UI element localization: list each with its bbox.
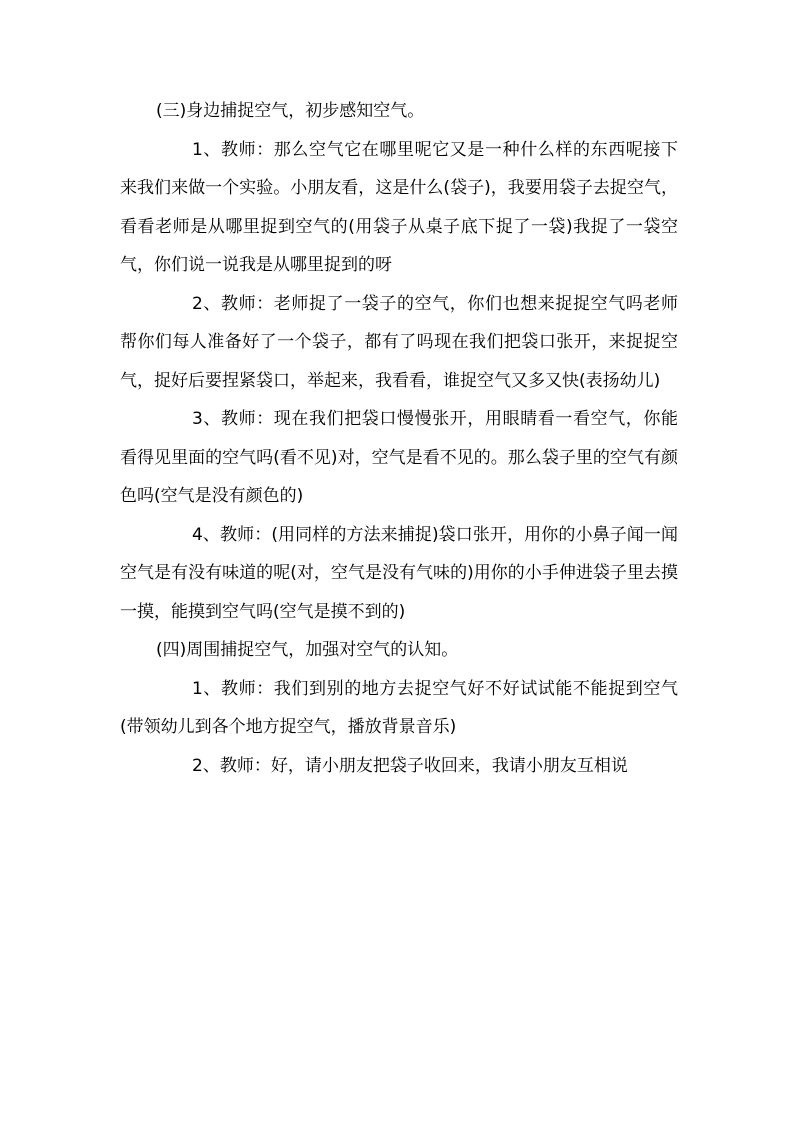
step-paragraph: 3、教师：现在我们把袋口慢慢张开，用眼睛看一看空气，你能看得见里面的空气吗(看不见)对，空气是看不见的。那么袋子里的空气有颜色吗(空气是没有颜色的) xyxy=(120,409,678,506)
step-paragraph: 1、教师：我们到别的地方去捉空气好不好试试能不能捉到空气(带领幼儿到各个地方捉空气，播放背景音乐) xyxy=(120,678,678,737)
section-heading-4: (四)周围捕捉空气，加强对空气的认知。 xyxy=(156,640,459,660)
step-paragraph: 2、教师：好，请小朋友把袋子收回来，我请小朋友互相说 xyxy=(192,755,628,776)
step-paragraph: 2、教师：老师捉了一袋子的空气，你们也想来捉捉空气吗老师帮你们每人准备好了一个袋子，都有了吗现在我们把袋口张开，来捉捉空气，捉好后要捏紧袋口，举起来，我看看，谁捉空气又多又快(表扬幼儿) xyxy=(120,293,678,391)
section-heading-3: (三)身边捕捉空气，初步感知空气。 xyxy=(156,101,425,121)
step-paragraph: 4、教师：(用同样的方法来捕捉)袋口张开，用你的小鼻子闻一闻空气是有没有味道的呢(对，空气是没有气味的)用你的小手伸进袋子里去摸一摸，能摸到空气吗(空气是摸不到的) xyxy=(120,524,678,622)
step-paragraph: 1、教师：那么空气它在哪里呢它又是一种什么样的东西呢接下来我们来做一个实验。小朋友看，这是什么(袋子)，我要用袋子去捉空气，看看老师是从哪里捉到空气的(用袋子从桌子底下捉了一袋)我捉了一袋空气，你们说一说我是从哪里捉到的呀 xyxy=(120,139,678,275)
document-body xyxy=(120,92,678,785)
